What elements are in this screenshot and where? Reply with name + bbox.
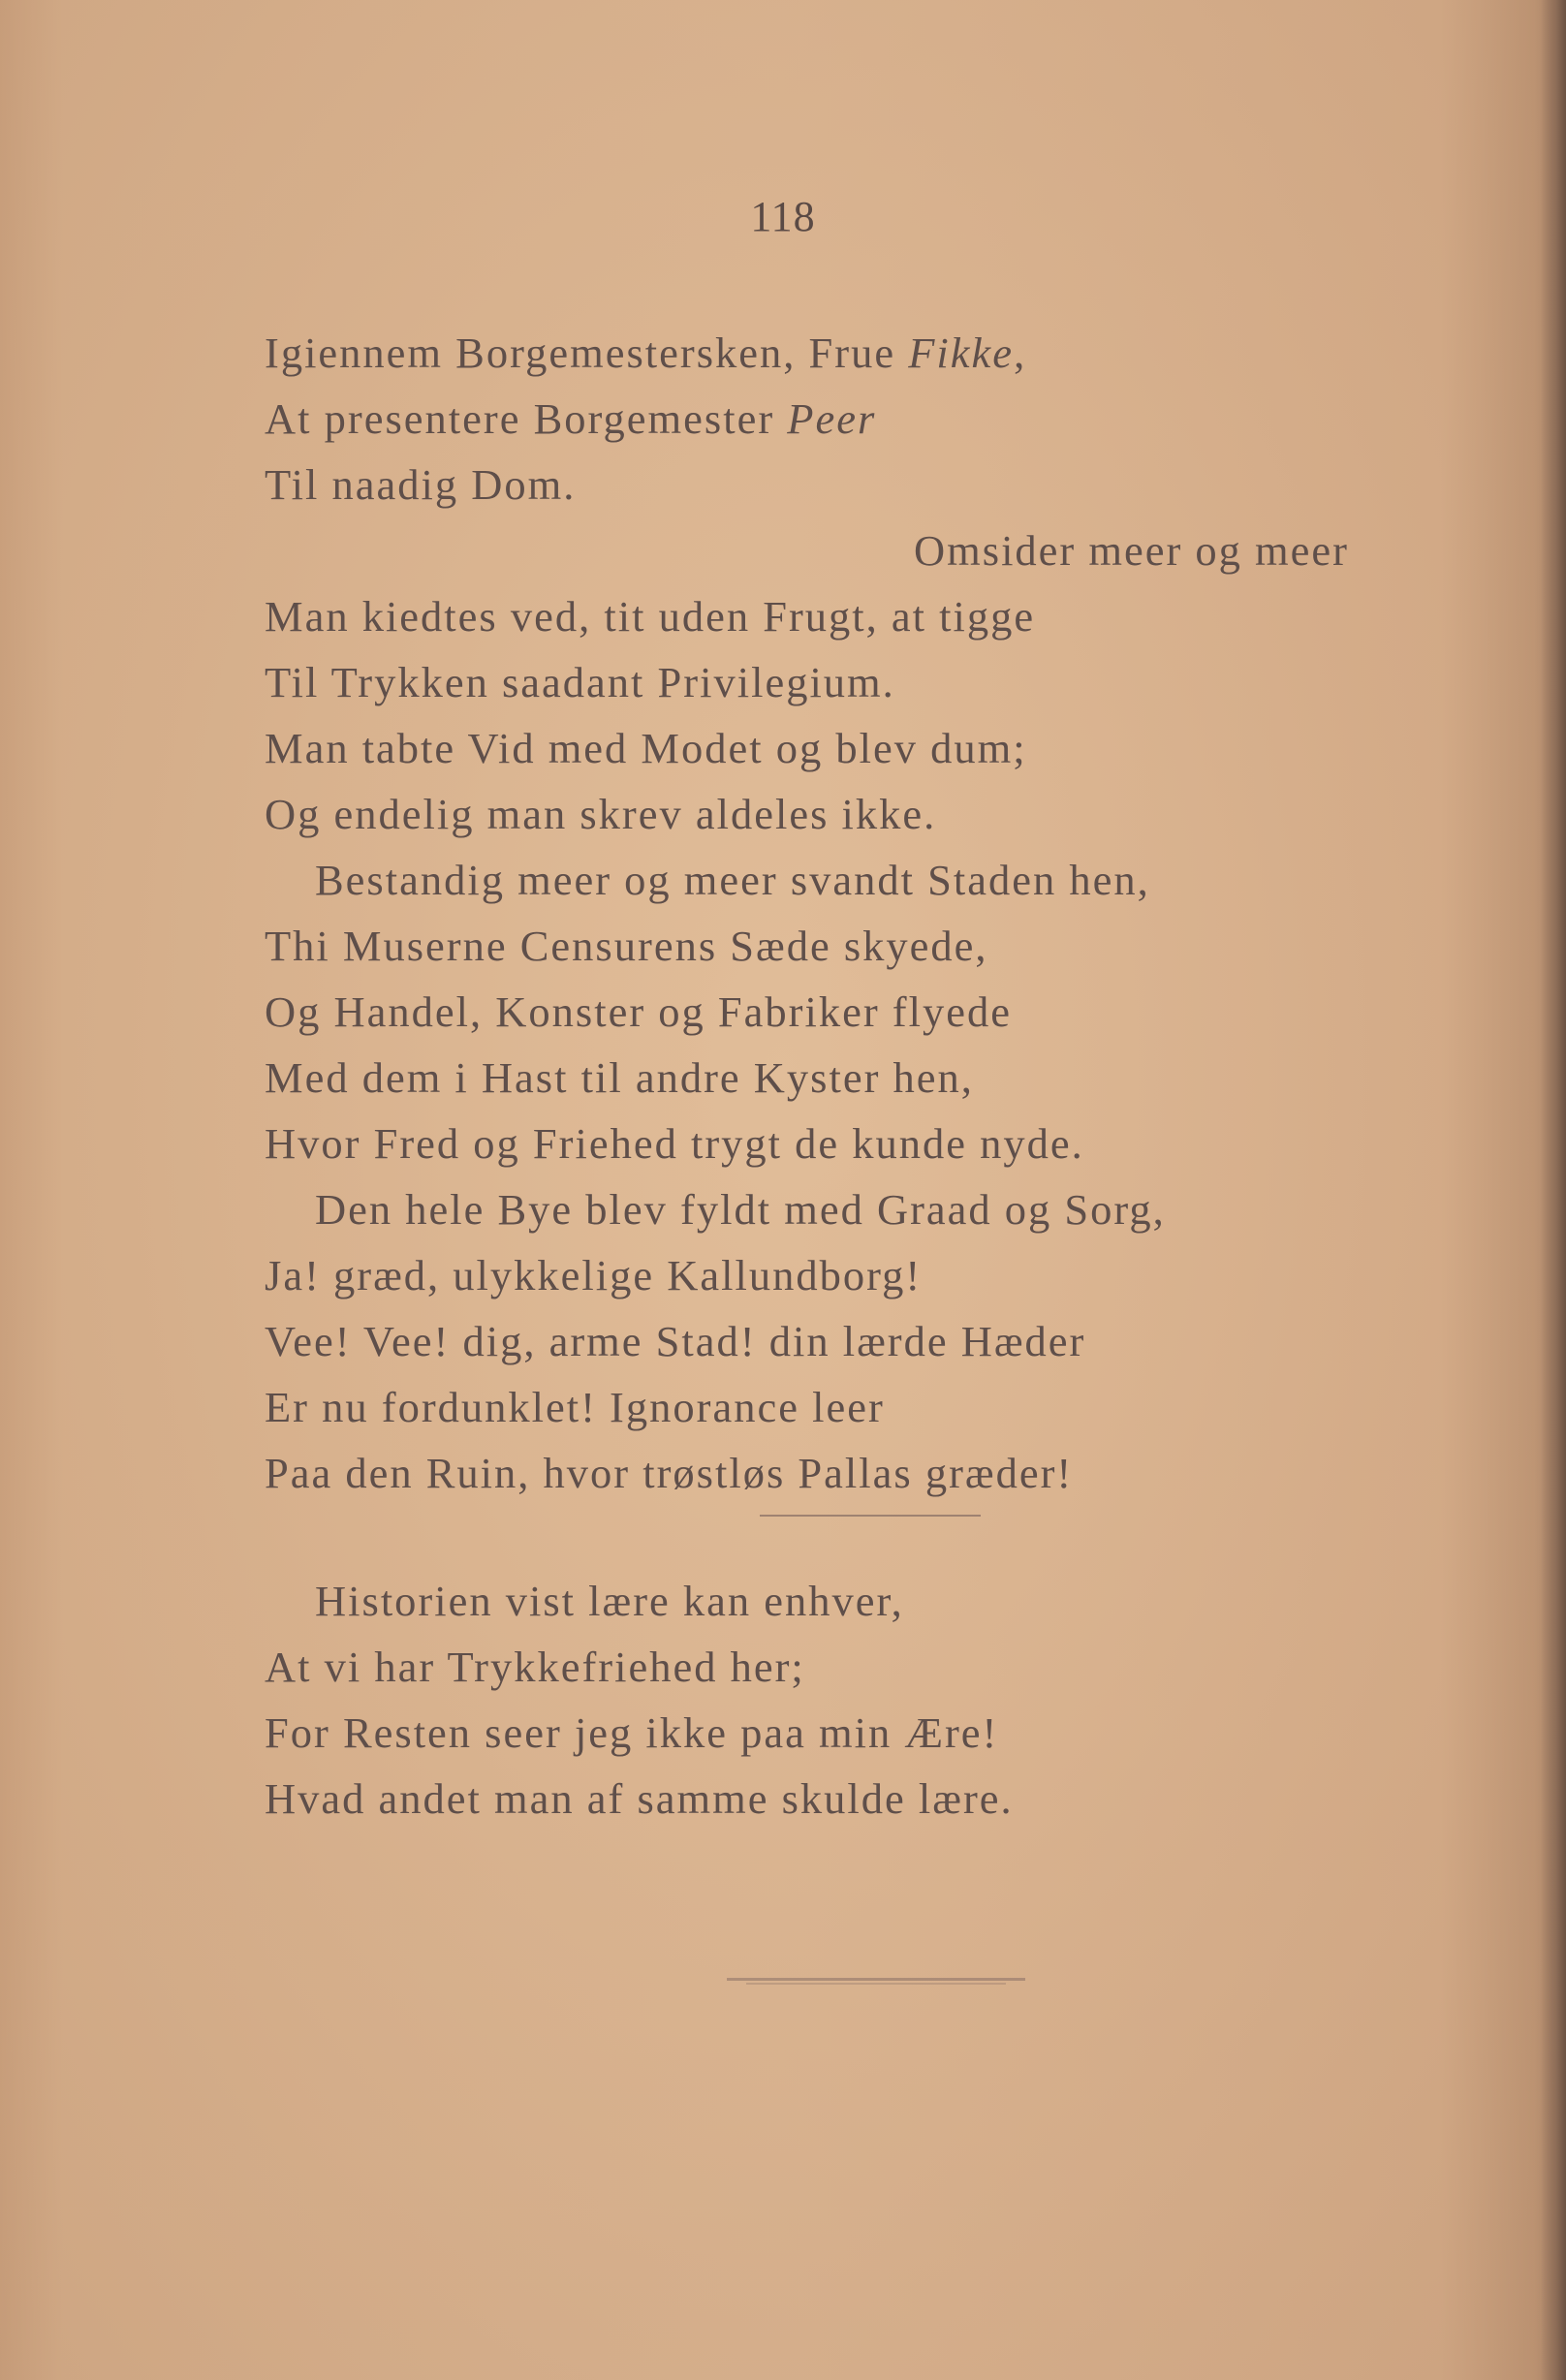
- poem-line: Igiennem Borgemestersken, Frue Fikke,: [265, 329, 1027, 377]
- poem-line: Hvad andet man af samme skulde lære.: [265, 1774, 1014, 1823]
- poem-line: Omsider meer og meer: [914, 526, 1349, 575]
- poem-stanza-1: [265, 320, 1476, 1506]
- poem-line: Paa den Ruin, hvor trøstløs Pallas græder!: [265, 1449, 1074, 1497]
- poem-line: Med dem i Hast til andre Kyster hen,: [265, 1053, 974, 1102]
- poem-line: Den hele Bye blev fyldt med Graad og Sorg,: [315, 1185, 1166, 1234]
- poem-line: Til naadig Dom.: [265, 460, 577, 509]
- poem-line: Thi Muserne Censurens Sæde skyede,: [265, 922, 988, 970]
- poem-line: Til Trykken saadant Privilegium.: [265, 658, 895, 706]
- poem-line: Hvor Fred og Friehed trygt de kunde nyde.: [265, 1119, 1084, 1168]
- poem-stanza-2: [265, 1568, 1476, 1832]
- poem-line: At presentere Borgemester Peer: [265, 394, 877, 443]
- poem-line: Man kiedtes ved, tit uden Frugt, at tigge: [265, 592, 1036, 641]
- poem-line: Man tabte Vid med Modet og blev dum;: [265, 724, 1027, 772]
- end-ornament-rule: [727, 1978, 1025, 1981]
- poem-line: Er nu fordunklet! Ignorance leer: [265, 1383, 885, 1431]
- poem-line: Historien vist lære kan enhver,: [315, 1577, 904, 1625]
- poem-line: Ja! græd, ulykkelige Kallundborg!: [265, 1251, 923, 1300]
- poem-line: At vi har Trykkefriehed her;: [265, 1643, 805, 1691]
- section-divider: [760, 1515, 981, 1517]
- page-edge-shadow: [1541, 0, 1566, 2380]
- poem-line: Og endelig man skrev aldeles ikke.: [265, 790, 937, 838]
- poem-line: Og Handel, Konster og Fabriker flyede: [265, 987, 1012, 1036]
- poem-line: For Resten seer jeg ikke paa min Ære!: [265, 1708, 999, 1757]
- page-number: 118: [750, 193, 816, 240]
- poem-line: Bestandig meer og meer svandt Staden hen,: [315, 856, 1150, 904]
- poem-line: Vee! Vee! dig, arme Stad! din lærde Hæder: [265, 1317, 1086, 1365]
